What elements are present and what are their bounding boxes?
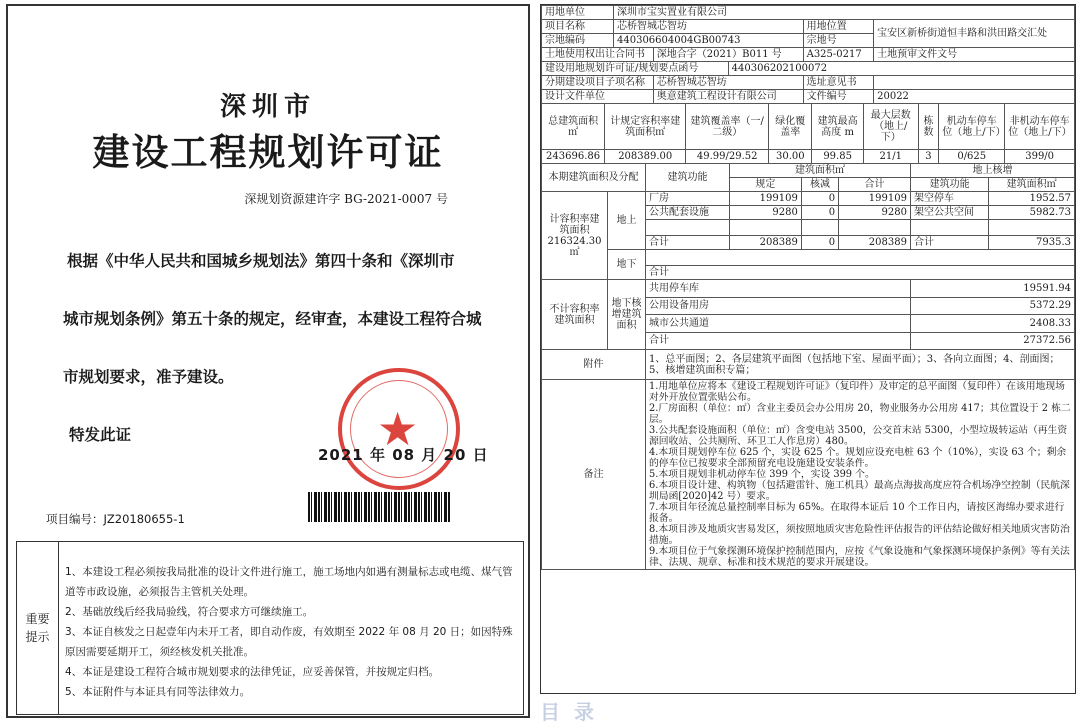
- body-line: 城市规划条例》第五十条的规定，经审查，本建设工程符合城: [63, 310, 482, 328]
- barcode-icon: [308, 492, 450, 522]
- project-name-label: 项目名称: [542, 20, 614, 34]
- permit-attachment-sheet: [540, 4, 1076, 694]
- remark-item: 4.本项目规划停车位 625 个，实设 625 个。规划应设充电桩 63 个（10%），实设 63 个；剩余的停车位已按要求全部预留充电设施建设安装条件。: [649, 447, 1067, 469]
- parcel-no-value: A325-0217: [803, 48, 874, 62]
- metric-header: 建筑覆盖率（一/二级）: [686, 104, 769, 150]
- sum-label: 合计: [646, 332, 911, 350]
- notice-label: [17, 542, 59, 714]
- attachment-text: 1、总平面图；2、各层建筑平面图（包括地下室、屋面平面）；3、各向立面图；4、剖面图；5、核增建筑面积专篇；: [646, 350, 1075, 380]
- notice-item: 5、本证附件与本证具有同等法律效力。: [65, 686, 251, 698]
- below-ground-label: 地下: [608, 250, 646, 280]
- remark-item: 8.本项目涉及地质灾害易发区，须按照地质灾害危险性评估报告的评估结论做好相关地质灾害防治措施。: [649, 524, 1070, 546]
- blank-cell: [801, 220, 838, 236]
- area-col-header: 合计: [839, 178, 911, 192]
- sum-regulated: 208389: [730, 236, 802, 250]
- metric-header: 计规定容积率建筑面积㎡: [605, 104, 686, 150]
- project-info-table: [541, 5, 1075, 104]
- metric-header: 建筑最高高度 m: [812, 104, 863, 150]
- remark-item: 3.公共配套设施面积（单位：㎡）含变电站 3500，公交首末站 5300，小型垃圾转运站（再生资源回收站、公共厕所、环卫工人作息房）480。: [649, 425, 1068, 447]
- document-number: 深规划资源建许字 BG-2021-0007 号: [244, 192, 448, 206]
- core-function: 架空公共空间: [910, 206, 988, 220]
- metric-value: 99.85: [812, 150, 863, 164]
- designer-value: 奥意建筑工程设计有限公司: [653, 90, 803, 104]
- attachment-label: 附件: [542, 350, 646, 380]
- important-notice: [16, 541, 524, 715]
- core-col-header: 建筑面积㎡: [989, 178, 1075, 192]
- metric-value: 208389.00: [605, 150, 686, 164]
- footer-label: 目录: [540, 700, 608, 724]
- designer-label: 设计文件单位: [542, 90, 654, 104]
- certificate-title: 建设工程规划许可证: [92, 131, 444, 174]
- sum-core-area: 7935.3: [989, 236, 1075, 250]
- function-name: 厂房: [646, 192, 730, 206]
- location-value: 宝安区新桥街道恒丰路和洪田路交汇处: [874, 20, 1075, 48]
- sum-total: 208389: [839, 236, 911, 250]
- metric-value: 0/625: [939, 150, 1005, 164]
- total-area: 199109: [839, 192, 911, 206]
- core-area: 1952.57: [989, 192, 1075, 206]
- function-name: 城市公共通道: [646, 315, 911, 333]
- area-title: 本期建筑面积及分配: [542, 164, 646, 192]
- core-function: 架空停车: [910, 192, 988, 206]
- seal-star-icon: ★: [377, 402, 419, 456]
- issue-date: 2021 年 08 月 20 日: [318, 446, 489, 464]
- sum-label: 合计: [910, 236, 988, 250]
- blank-cell: [989, 220, 1075, 236]
- remark-item: 9.本项目位于气象探测环境保护控制范围内，应按《气象设施和气象探测环境保护条例》等有关法律、法规、规章、标准和技术规范的要求开展建设。: [649, 546, 1070, 568]
- remark-item: 2.厂房面积（单位：㎡）含业主委员会办公用房 20，物业服务办公用房 417；其位置设于 2 栋二层。: [649, 403, 1071, 425]
- core-col-header: 建筑功能: [910, 178, 988, 192]
- notice-item: 1、本建设工程必须按我局批准的设计文件进行施工，施工场地内如遇有测量标志或电缆、煤气管道等市政设施，必须报告主管机关处理。: [65, 566, 513, 598]
- blank-cell: [910, 220, 988, 236]
- metric-header: 最大层数（地上/下）: [863, 104, 918, 150]
- metric-value: 30.00: [769, 150, 812, 164]
- notice-item: 4、本证是建设工程符合城市规划要求的法律凭证，应妥善保管，并按规定归档。: [65, 666, 440, 678]
- land-unit-value: 深圳市宝实置业有限公司: [614, 6, 1075, 20]
- area-table: [541, 163, 1075, 570]
- metric-header: 栋数: [918, 104, 939, 150]
- site-opinion-label: 选址意见书: [803, 76, 874, 90]
- metric-value: 3: [918, 150, 939, 164]
- metric-header: 绿化覆盖率: [769, 104, 812, 150]
- non-far-area-label: 不计容积率建筑面积: [542, 280, 608, 350]
- metric-value: 21/1: [863, 150, 918, 164]
- remarks-label: 备注: [542, 380, 646, 570]
- plan-permit-value: 440306202100072: [728, 62, 1074, 76]
- site-opinion-value: [874, 76, 1075, 90]
- core-area: 5372.29: [910, 297, 1074, 315]
- remarks-list: [646, 380, 1075, 570]
- official-seal-icon: [338, 368, 460, 490]
- notice-item: 3、本证自核发之日起壹年内未开工者，即自动作废，有效期至 2022 年 08 月 20 日；如因特殊原因需要延期开工，须经核发机关批准。: [65, 626, 513, 658]
- metric-header: 机动车停车位（地上/下）: [939, 104, 1005, 150]
- function-name: 公共配套设施: [646, 206, 730, 220]
- body-line: 特发此证: [69, 426, 132, 444]
- contract-value: 深地合字（2021）B011 号: [653, 48, 803, 62]
- sub-project-label: 分期建设项目子项名称: [542, 76, 654, 90]
- notice-label-line: 提示: [25, 630, 50, 644]
- metric-header: 总建筑面积㎡: [542, 104, 605, 150]
- sum-reduced: 0: [801, 236, 838, 250]
- sub-project-value: 芯桥智城芯智坊: [653, 76, 803, 90]
- parcel-no-label: 宗地号: [803, 34, 874, 48]
- total-area: 9280: [839, 206, 911, 220]
- core-area: 19591.94: [910, 280, 1074, 298]
- regulated-area: 199109: [730, 192, 802, 206]
- area-col-header: 规定: [730, 178, 802, 192]
- reduced-area: 0: [801, 206, 838, 220]
- pre-review-label: 土地预审文件文号: [874, 48, 1075, 62]
- function-name: 公用设备用房: [646, 297, 911, 315]
- body-line: 根据《中华人民共和国城乡规划法》第四十条和《深圳市: [67, 252, 455, 270]
- notice-label-line: 重要: [25, 612, 50, 626]
- remark-item: 5.本项目规划非机动停车位 399 个，实设 399 个。: [649, 469, 875, 480]
- location-label: 用地位置: [803, 20, 874, 34]
- blank-cell: [646, 250, 1075, 266]
- metric-header: 非机动车停车位（地上/下）: [1005, 104, 1075, 150]
- area-group-header: 建筑面积㎡: [730, 164, 911, 178]
- file-no-label: 文件编号: [803, 90, 874, 104]
- permit-certificate: [6, 4, 530, 718]
- sum-label: 合计: [646, 236, 730, 250]
- far-area-label: 计容积率建筑面积 216324.30㎡: [542, 192, 608, 280]
- blank-cell: [646, 220, 730, 236]
- metric-value: 243696.86: [542, 150, 605, 164]
- plan-permit-label: 建设用地规划许可证/规划要点函号: [542, 62, 729, 76]
- area-col-header: 核减: [801, 178, 838, 192]
- parcel-code-value: 440306604004GB00743: [614, 34, 804, 48]
- remark-item: 1.用地单位应将本《建设工程规划许可证》（复印件）及审定的总平面图（复印件）在该用地现场对外开放位置张贴公布。: [649, 381, 1065, 403]
- body-line: 市规划要求，准予建设。: [63, 368, 234, 386]
- sum-label: 合计: [646, 266, 1075, 280]
- contract-label: 土地使用权出让合同书: [542, 48, 654, 62]
- core-group-header: 地上核增: [910, 164, 1074, 178]
- regulated-area: 9280: [730, 206, 802, 220]
- core-area: 5982.73: [989, 206, 1075, 220]
- file-no-value: 20022: [874, 90, 1075, 104]
- parcel-code-label: 宗地编码: [542, 34, 614, 48]
- underground-core-label: 地下核增建筑面积: [608, 280, 646, 350]
- function-header: 建筑功能: [646, 164, 730, 192]
- project-number: 项目编号：JZ20180655-1: [46, 512, 185, 526]
- notice-item: 2、基础放线后经我局验线，符合要求方可继续施工。: [65, 606, 314, 618]
- core-area: 2408.33: [910, 315, 1074, 333]
- remark-item: 6.本项目设计建、构筑物（包括避雷针、施工机具）最高点海拔高度应符合机场净空控制（民航深圳局函[2020]42 号）要求。: [649, 480, 1070, 502]
- notice-items: [65, 562, 520, 702]
- blank-cell: [839, 220, 911, 236]
- land-unit-label: 用地单位: [542, 6, 614, 20]
- blank-cell: [730, 220, 802, 236]
- issuer-city: 深圳市: [219, 92, 316, 122]
- metric-value: 399/0: [1005, 150, 1075, 164]
- metrics-table: [541, 103, 1075, 164]
- remark-item: 7.本项目年径流总量控制率目标为 65%。在取得本证后 10 个工作日内，请按区海绵办要求进行报备。: [649, 502, 1065, 524]
- reduced-area: 0: [801, 192, 838, 206]
- metric-value: 49.99/29.52: [686, 150, 769, 164]
- sum-core-area: 27372.56: [910, 332, 1074, 350]
- above-ground-label: 地上: [608, 192, 646, 250]
- project-name-value: 芯桥智城芯智坊: [614, 20, 804, 34]
- function-name: 共用停车库: [646, 280, 911, 298]
